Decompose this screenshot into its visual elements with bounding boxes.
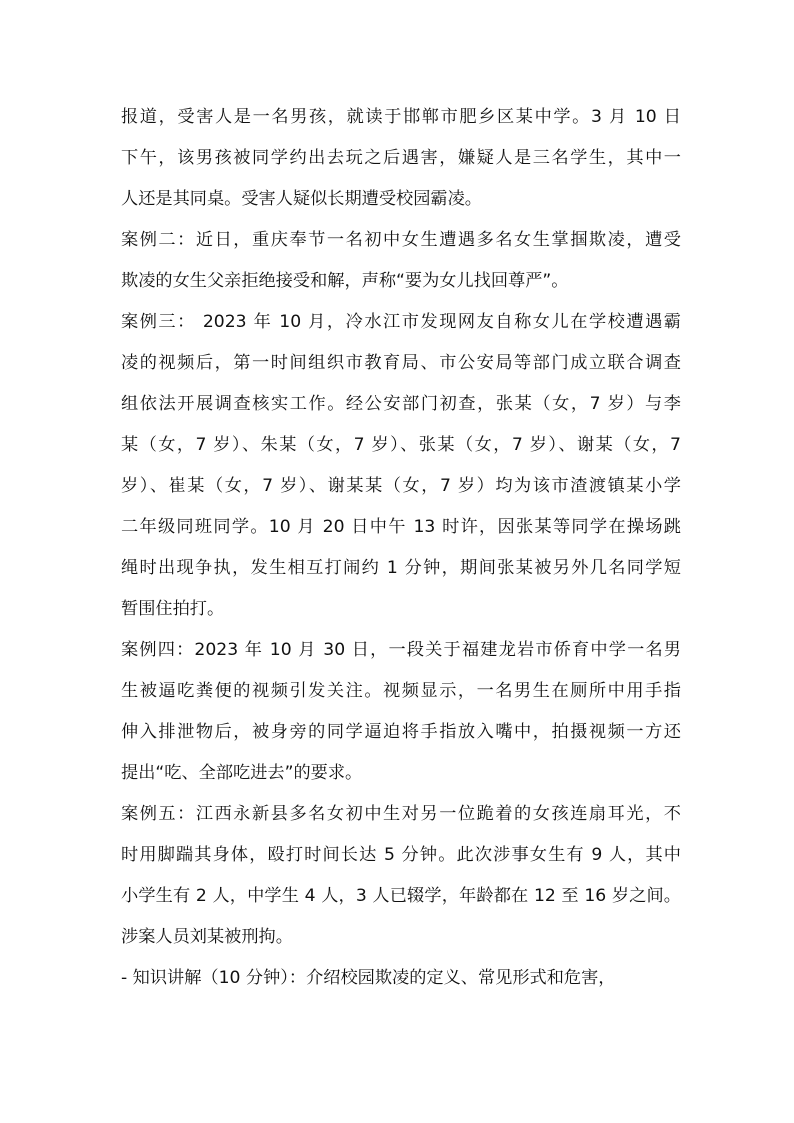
text-line: 暂围住拍打。	[121, 599, 225, 619]
text-line: 人还是其同桌。受害人疑似长期遭受校园霸凌。	[121, 189, 482, 209]
text-line: 岁）、崔某（女，7 岁）、谢某某（女，7 岁）均为该市渣渡镇某小学	[121, 476, 681, 496]
text-line: 二年级同班同学。10 月 20 日中午 13 时许，因张某等同学在操场跳	[121, 517, 681, 537]
text-line: 案例三： 2023 年 10 月，冷水江市发现网友自称女儿在学校遭遇霸	[121, 312, 681, 332]
text-line: 涉案人员刘某被刑拘。	[121, 927, 293, 947]
text-line: 案例二：近日，重庆奉节一名初中女生遭遇多名女生掌掴欺凌，遭受	[121, 230, 681, 250]
text-line: 生被逼吃粪便的视频引发关注。视频显示，一名男生在厕所中用手指	[121, 681, 681, 701]
text-line: 凌的视频后，第一时间组织市教育局、市公安局等部门成立联合调查	[121, 353, 681, 373]
text-line: - 知识讲解（10 分钟）：介绍校园欺凌的定义、常见形式和危害，	[121, 968, 616, 988]
text-line: 欺凌的女生父亲拒绝接受和解，声称“要为女儿找回尊严”。	[121, 271, 569, 291]
text-line: 时用脚踹其身体，殴打时间长达 5 分钟。此次涉事女生有 9 人，其中	[121, 845, 681, 865]
text-line: 案例四：2023 年 10 月 30 日，一段关于福建龙岩市侨育中学一名男	[121, 640, 681, 660]
text-line: 提出“吃、全部吃进去”的要求。	[121, 763, 363, 783]
text-line: 绳时出现争执，发生相互打闹约 1 分钟，期间张某被另外几名同学短	[121, 558, 681, 578]
text-line: 报道，受害人是一名男孩，就读于邯郸市肥乡区某中学。3 月 10 日	[121, 107, 681, 127]
document-body	[121, 102, 681, 1004]
text-line: 组依法开展调查核实工作。经公安部门初查，张某（女，7 岁）与李	[121, 394, 681, 414]
text-line: 案例五：江西永新县多名女初中生对另一位跪着的女孩连扇耳光，不	[121, 804, 681, 824]
text-line: 下午，该男孩被同学约出去玩之后遇害，嫌疑人是三名学生，其中一	[121, 148, 681, 168]
text-line: 小学生有 2 人，中学生 4 人，3 人已辍学，年龄都在 12 至 16 岁之间。	[121, 886, 681, 906]
text-line: 某（女，7 岁）、朱某（女，7 岁）、张某（女，7 岁）、谢某（女，7	[121, 435, 681, 455]
text-line: 伸入排泄物后，被身旁的同学逼迫将手指放入嘴中，拍摄视频一方还	[121, 722, 681, 742]
